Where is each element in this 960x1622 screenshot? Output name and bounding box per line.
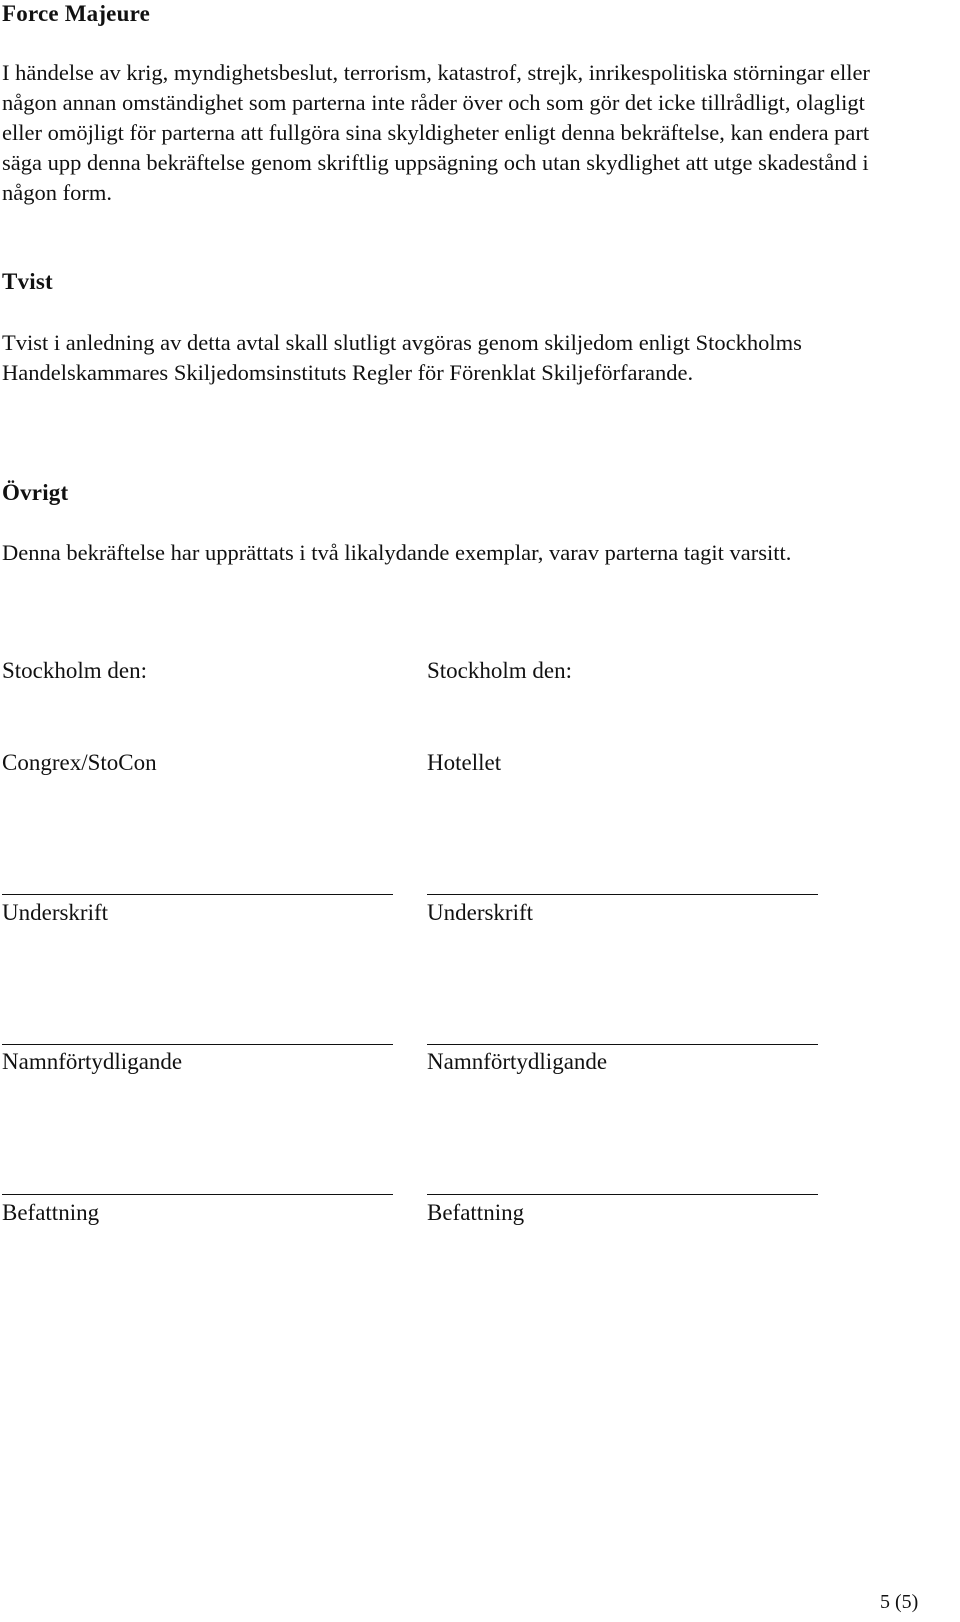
section-heading-force-majeure: Force Majeure bbox=[2, 1, 150, 26]
left-title-line bbox=[2, 1194, 393, 1195]
section-body-ovrigt: Denna bekräftelse har upprättats i två likalydande exemplar, varav parterna tagit varsitt. bbox=[2, 540, 792, 565]
right-party-name: Hotellet bbox=[427, 750, 502, 775]
right-name-label: Namnförtydligande bbox=[427, 1049, 608, 1074]
section-heading-tvist: Tvist bbox=[2, 269, 53, 294]
right-signature-line bbox=[427, 894, 818, 895]
section-body-force-majeure: I händelse av krig, myndighetsbeslut, terrorism, katastrof, strejk, inrikespolitiska störningar eller någon annan omständighet som parterna inte råder över och som gör det icke tillrådligt, olagligt eller omöjligt för parterna att fullgöra sina skyldigheter enligt denna bekräftelse, kan endera part säga upp denna bekräftelse genom skriftlig uppsägning och utan skydlighet att utge skadestånd i någon form. bbox=[2, 60, 870, 205]
left-signature-line bbox=[2, 894, 393, 895]
left-place-date-label: Stockholm den: bbox=[2, 658, 148, 683]
left-name-line bbox=[2, 1044, 393, 1045]
left-name-label: Namnförtydligande bbox=[2, 1049, 183, 1074]
section-body-tvist: Tvist i anledning av detta avtal skall slutligt avgöras genom skiljedom enligt Stockholms Handelskammares Skiljedomsinstituts Regler för Förenklat Skiljeförfarande. bbox=[2, 330, 802, 385]
left-signature-label: Underskrift bbox=[2, 900, 109, 925]
left-party-name: Congrex/StoCon bbox=[2, 750, 157, 775]
page-number: 5 (5) bbox=[880, 1591, 919, 1613]
right-title-label: Befattning bbox=[427, 1200, 525, 1225]
right-title-line bbox=[427, 1194, 818, 1195]
right-signature-label: Underskrift bbox=[427, 900, 534, 925]
right-place-date-label: Stockholm den: bbox=[427, 658, 573, 683]
left-title-label: Befattning bbox=[2, 1200, 100, 1225]
section-heading-ovrigt: Övrigt bbox=[2, 480, 69, 505]
right-name-line bbox=[427, 1044, 818, 1045]
